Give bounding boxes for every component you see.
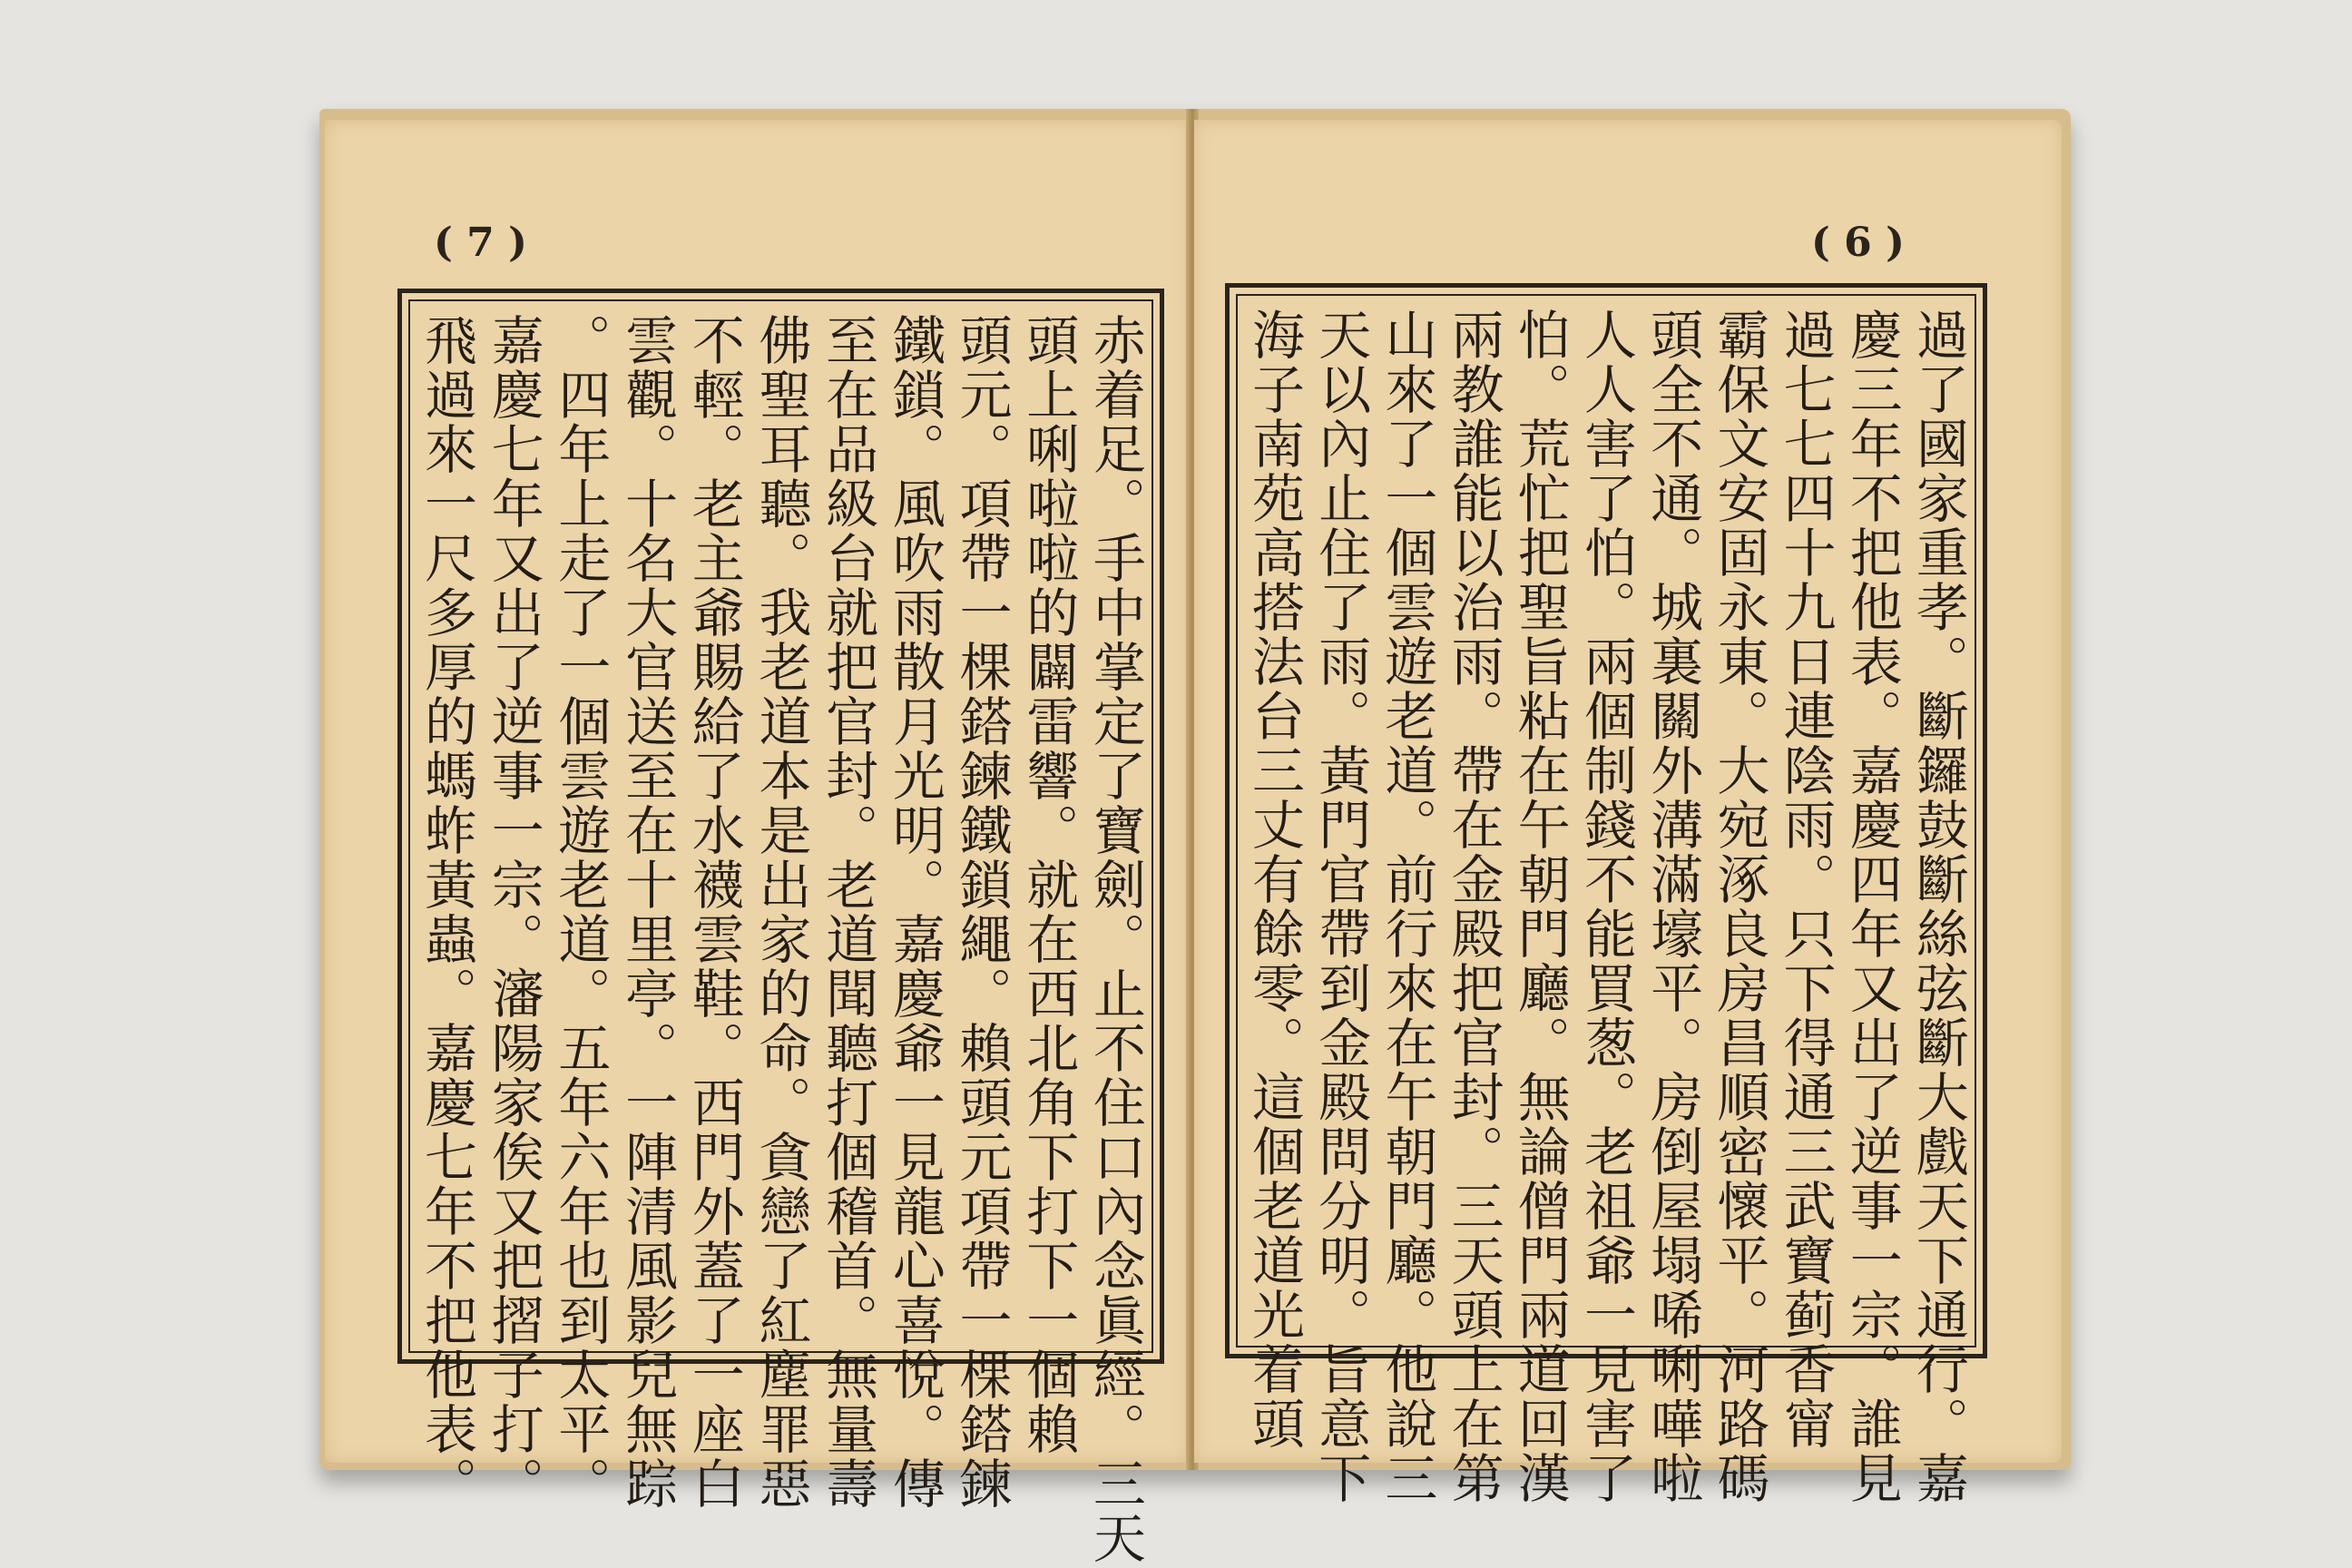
text-column: 雲觀。十名大官送至在十里亭。一陣清風影兒無踪	[616, 313, 679, 1511]
open-booklet	[319, 109, 2071, 1565]
text-column: 頭元。項帶一棵鎝鍊鐵鎖繩。賴頭元項帶一棵鎝鍊	[950, 313, 1013, 1511]
text-column: 鐵鎖。風吹雨散月光明。嘉慶爺一見龍心喜悅。傳	[883, 313, 946, 1511]
text-column: 人人害了怕。兩個制錢不能買葱。老祖爺一見害了	[1574, 308, 1637, 1505]
text-column: 海子南苑高搭法台三丈有餘零。這個老道光着頭	[1243, 308, 1305, 1451]
text-column: 頭全不通。城裏關外溝滿壕平。房倒屋塌唏唎嘩啦	[1642, 308, 1704, 1505]
text-column: 慶三年不把他表。嘉慶四年又出了逆事一宗。誰見	[1840, 308, 1903, 1505]
text-column: 兩教誰能以治雨。帶在金殿把官封。三天頭上在第	[1442, 308, 1504, 1505]
left-page-number: ( 7 )	[434, 220, 527, 266]
text-column: 佛聖耳聽。我老道本是出家的命。貪戀了紅塵罪惡	[750, 313, 812, 1511]
text-column: 霸保文安固永東。大宛涿良房昌順密懷平。河路碼	[1708, 308, 1770, 1505]
text-column: 不輕。老主爺賜給了水襪雲鞋。西門外蓋了一座白	[682, 313, 745, 1511]
right-text-frame	[1225, 283, 1987, 1505]
text-column: 嘉慶七年又出了逆事一宗。瀋陽家俟又把摺子打。	[482, 313, 544, 1511]
right-page	[1194, 120, 2062, 1505]
text-column: 過了國家重孝。斷鑼鼓斷絲弦斷大戲天下通行。嘉	[1906, 308, 1969, 1505]
text-column: 過七七四十九日連陰雨。只下得通三武寶蓟香甯	[1774, 308, 1837, 1451]
text-column: 。四年上走了一個雲遊老道。五年六年也到太平。	[549, 313, 612, 1511]
left-page	[325, 120, 1189, 1565]
left-text-frame	[397, 289, 1164, 1565]
left-text-columns	[416, 313, 1146, 1565]
text-column: 怕。荒忙把聖旨粘在午朝門廳。無論僧門兩道回漢	[1508, 308, 1571, 1505]
right-text-columns	[1243, 308, 1969, 1505]
text-column: 山來了一個雲遊老道。前行來在午朝門廳。他說三	[1376, 308, 1438, 1505]
right-page-number: ( 6 )	[1811, 220, 1905, 266]
text-column: 赤着足。手中掌定了寶劍。止不住口內念眞經。三天	[1083, 313, 1146, 1565]
text-column: 至在品級台就把官封。老道聞聽打個稽首。無量壽	[817, 313, 879, 1511]
text-column: 頭上唎啦啦的闢雷響。就在西北角下打下一個賴	[1017, 313, 1080, 1456]
text-column: 飛過來一尺多厚的螞蚱黃蟲。嘉慶七年不把他表。	[416, 313, 477, 1511]
text-column: 天以內止住了雨。黃門官帶到金殿問分明。旨意下	[1309, 308, 1372, 1505]
